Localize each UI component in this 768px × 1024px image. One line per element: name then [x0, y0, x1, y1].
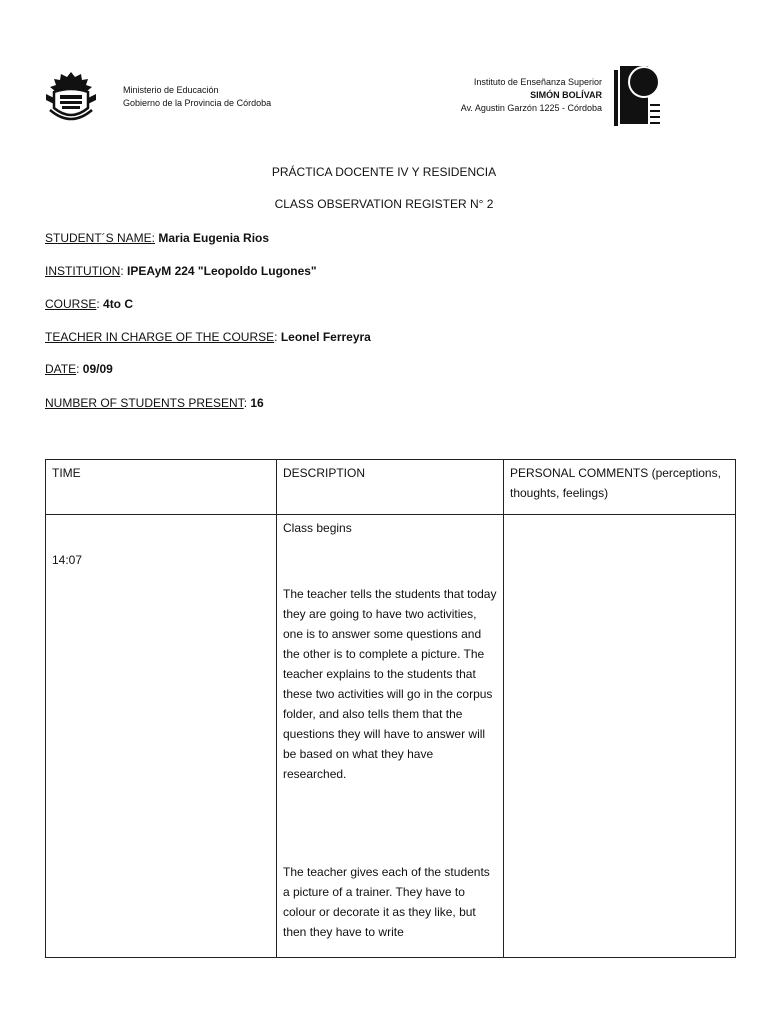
- time-value: 14:07: [52, 553, 83, 567]
- institution-field: INSTITUTION: IPEAyM 224 "Leopoldo Lugones": [45, 264, 317, 278]
- table-header-row: [46, 460, 736, 515]
- register-title: CLASS OBSERVATION REGISTER N° 2: [274, 197, 494, 211]
- provincial-crest-icon: [42, 68, 100, 124]
- institute-address: Av. Agustin Garzón 1225 - Córdoba: [460, 103, 602, 113]
- course-field: COURSE: 4to C: [45, 297, 134, 311]
- description-cell: [277, 515, 504, 958]
- institute-name: SIMÓN BOLÍVAR: [530, 90, 602, 100]
- header-description: DESCRIPTION: [277, 460, 504, 515]
- institution-value: IPEAyM 224 "Leopoldo Lugones": [127, 264, 317, 278]
- date-value: 09/09: [82, 362, 113, 376]
- description-paragraph-2: The teacher gives each of the students a picture of a trainer. They have to colour or decorate it as they like, but then they have to write: [283, 865, 490, 939]
- course-title: PRÁCTICA DOCENTE IV Y RESIDENCIA: [271, 165, 497, 179]
- header-time: TIME: [46, 460, 277, 515]
- date-label: DATE: [45, 362, 77, 376]
- table-row: [46, 515, 736, 958]
- institute-logo-icon: [612, 64, 662, 130]
- students-present-value: 16: [250, 396, 264, 410]
- observation-table: [45, 459, 736, 958]
- teacher-value: Leonel Ferreyra: [280, 330, 371, 344]
- province-government: Gobierno de la Provincia de Córdoba: [123, 98, 272, 108]
- header-comments: PERSONAL COMMENTS (perceptions, thoughts, feelings): [504, 460, 736, 515]
- student-name-value: Maria Eugenia Rios: [158, 231, 270, 245]
- students-present-label: NUMBER OF STUDENTS PRESENT: [45, 396, 244, 410]
- institution-label: INSTITUTION: [45, 264, 121, 278]
- students-present-field: NUMBER OF STUDENTS PRESENT: 16: [45, 396, 264, 410]
- time-cell: [46, 515, 277, 958]
- student-name-label: STUDENT´S NAME:: [45, 231, 156, 245]
- comments-cell: [504, 515, 736, 958]
- description-class-begins: Class begins: [283, 521, 352, 535]
- description-paragraph-1: The teacher tells the students that today they are going to have two activities, one is to answer some questions and the other is to complete a picture. The teacher explains to the students that these two activities will go in the corpus folder, and also tells them that the questions they will have to answer will be based on what they have researched.: [283, 587, 497, 781]
- teacher-field: TEACHER IN CHARGE OF THE COURSE: Leonel Ferreyra: [45, 330, 371, 344]
- ministry-name: Ministerio de Educación: [123, 85, 219, 95]
- teacher-label: TEACHER IN CHARGE OF THE COURSE: [45, 330, 275, 344]
- course-label: COURSE: [45, 297, 97, 311]
- course-value: 4to C: [103, 297, 134, 311]
- institute-block: [461, 76, 602, 115]
- ministry-block: [123, 84, 271, 110]
- date-field: DATE: 09/09: [45, 362, 113, 376]
- student-name-field: [45, 231, 269, 245]
- institute-type: Instituto de Enseñanza Superior: [473, 77, 602, 87]
